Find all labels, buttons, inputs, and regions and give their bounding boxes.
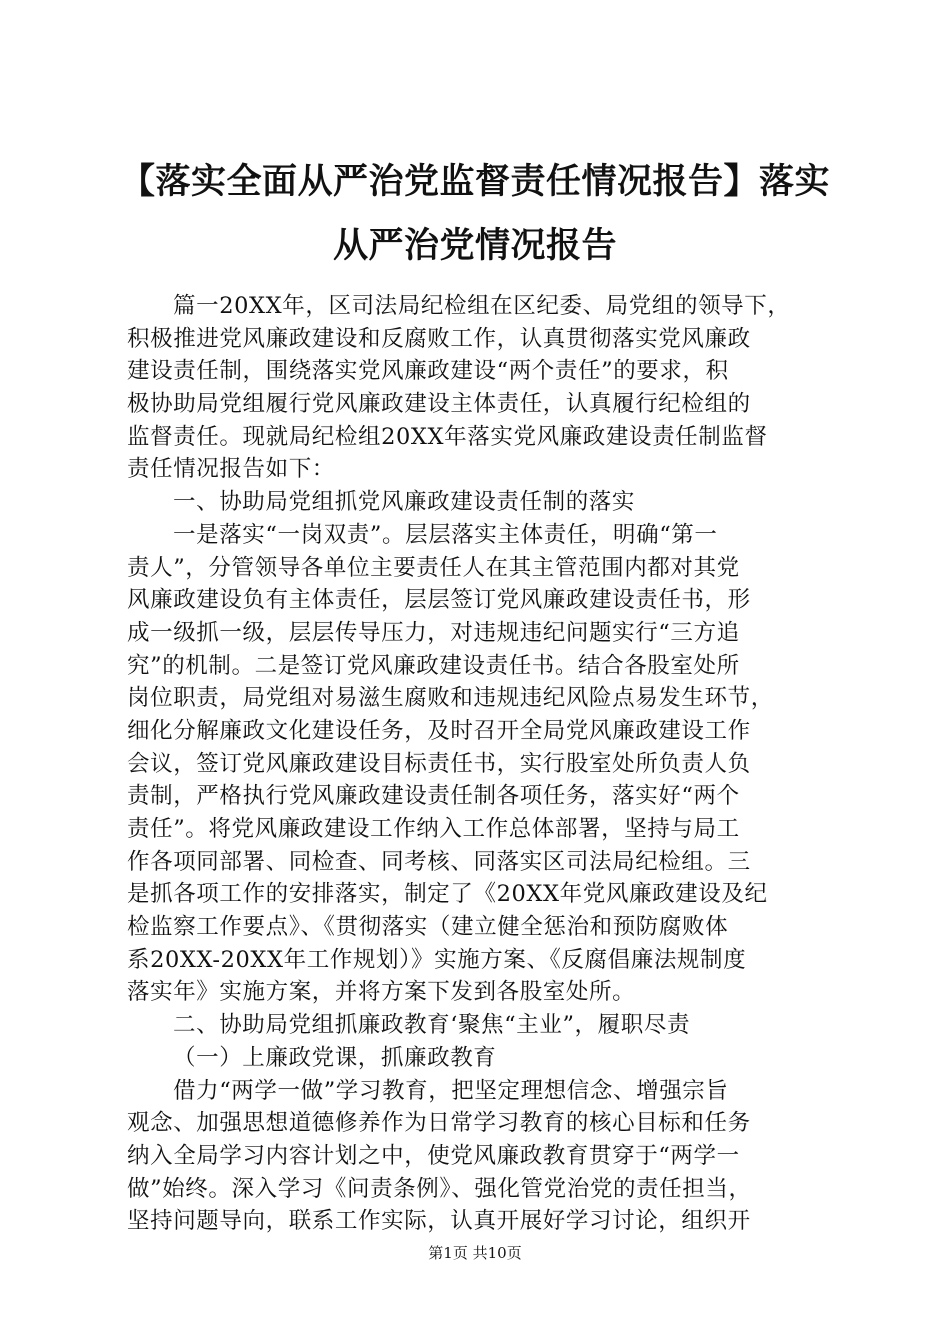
body-line: 岗位职责，局党组对易滋生腐败和违规违纪风险点易发生环节， — [127, 685, 774, 712]
body-line: 系20XX-20XX年工作规划）》实施方案、《反腐倡廉法规制度 — [127, 946, 747, 973]
body-line: 极协助局党组履行党风廉政建设主体责任，认真履行纪检组的 — [127, 391, 751, 418]
body-line: 细化分解廉政文化建设任务，及时召开全局党风廉政建设工作 — [127, 717, 751, 744]
body-line: 责任情况报告如下： — [127, 456, 335, 483]
body-line: 责任”。将党风廉政建设工作纳入工作总体部署，坚持与局工 — [127, 816, 740, 842]
title-line-2: 从严治党情况报告 — [332, 225, 617, 266]
body-line: 坚持问题导向，联系工作实际，认真开展好学习讨论，组织开 — [127, 1208, 751, 1235]
title-line-1: 【落实全面从严治党监督责任情况报告】落实 — [119, 161, 830, 202]
body-line: 作各项同部署、同检查、同考核、同落实区司法局纪检组。三 — [127, 848, 751, 875]
body-line: 是抓各项工作的安排落实，制定了《20XX年党风廉政建设及纪 — [127, 881, 768, 908]
body-line: 一是落实“一岗双责”。层层落实主体责任，明确“第一 — [173, 521, 718, 548]
body-line: 观念、加强思想道德修养作为日常学习教育的核心目标和任务 — [127, 1110, 751, 1137]
body-line: 究”的机制。二是签订党风廉政建设责任书。结合各股室处所 — [127, 652, 740, 679]
body-line: 做”始终。深入学习《问责条例》、强化管党治党的责任担当， — [127, 1175, 752, 1202]
body-line: 成一级抓一级，层层传导压力，对违规违纪问题实行“三方追 — [127, 619, 740, 646]
body-line: 监督责任。现就局纪检组20XX年落实党风廉政建设责任制监督 — [127, 423, 768, 450]
body-line: 纳入全局学习内容计划之中，使党风廉政教育贯穿于“两学一 — [127, 1142, 740, 1169]
body-line: 建设责任制，围绕落实党风廉政建设“两个责任”的要求，积 — [127, 358, 729, 385]
document-title — [100, 150, 850, 278]
page-footer: 第1页 共10页 — [428, 1244, 522, 1262]
body-line: 积极推进党风廉政建设和反腐败工作，认真贯彻落实党风廉政 — [127, 325, 751, 352]
body-line: 篇一20XX年，区司法局纪检组在区纪委、局党组的领导下， — [173, 293, 791, 319]
body-line: 检监察工作要点》、《贯彻落实（建立健全惩治和预防腐败体 — [127, 914, 729, 941]
body-line: 借力“两学一做”学习教育，把坚定理想信念、增强宗旨 — [173, 1077, 729, 1104]
body-line: 落实年》实施方案，并将方案下发到各股室处所。 — [127, 979, 636, 1006]
body-line: 风廉政建设负有主体责任，层层签订党风廉政建设责任书，形 — [127, 587, 751, 614]
document-body — [127, 290, 832, 1238]
body-line: （一）上廉政党课，抓廉政教育 — [173, 1044, 497, 1071]
body-line: 责制，严格执行党风廉政建设责任制各项任务，落实好“两个 — [127, 783, 740, 810]
body-line: 会议，签订党风廉政建设目标责任书，实行股室处所负责人负 — [127, 750, 751, 777]
body-line: 二、协助局党组抓廉政教育‘聚焦“主业”，履职尽责 — [173, 1012, 691, 1039]
body-line: 责人”，分管领导各单位主要责任人在其主管范围内都对其党 — [127, 554, 740, 581]
body-line: 一、协助局党组抓党风廉政建设责任制的落实 — [173, 489, 636, 516]
